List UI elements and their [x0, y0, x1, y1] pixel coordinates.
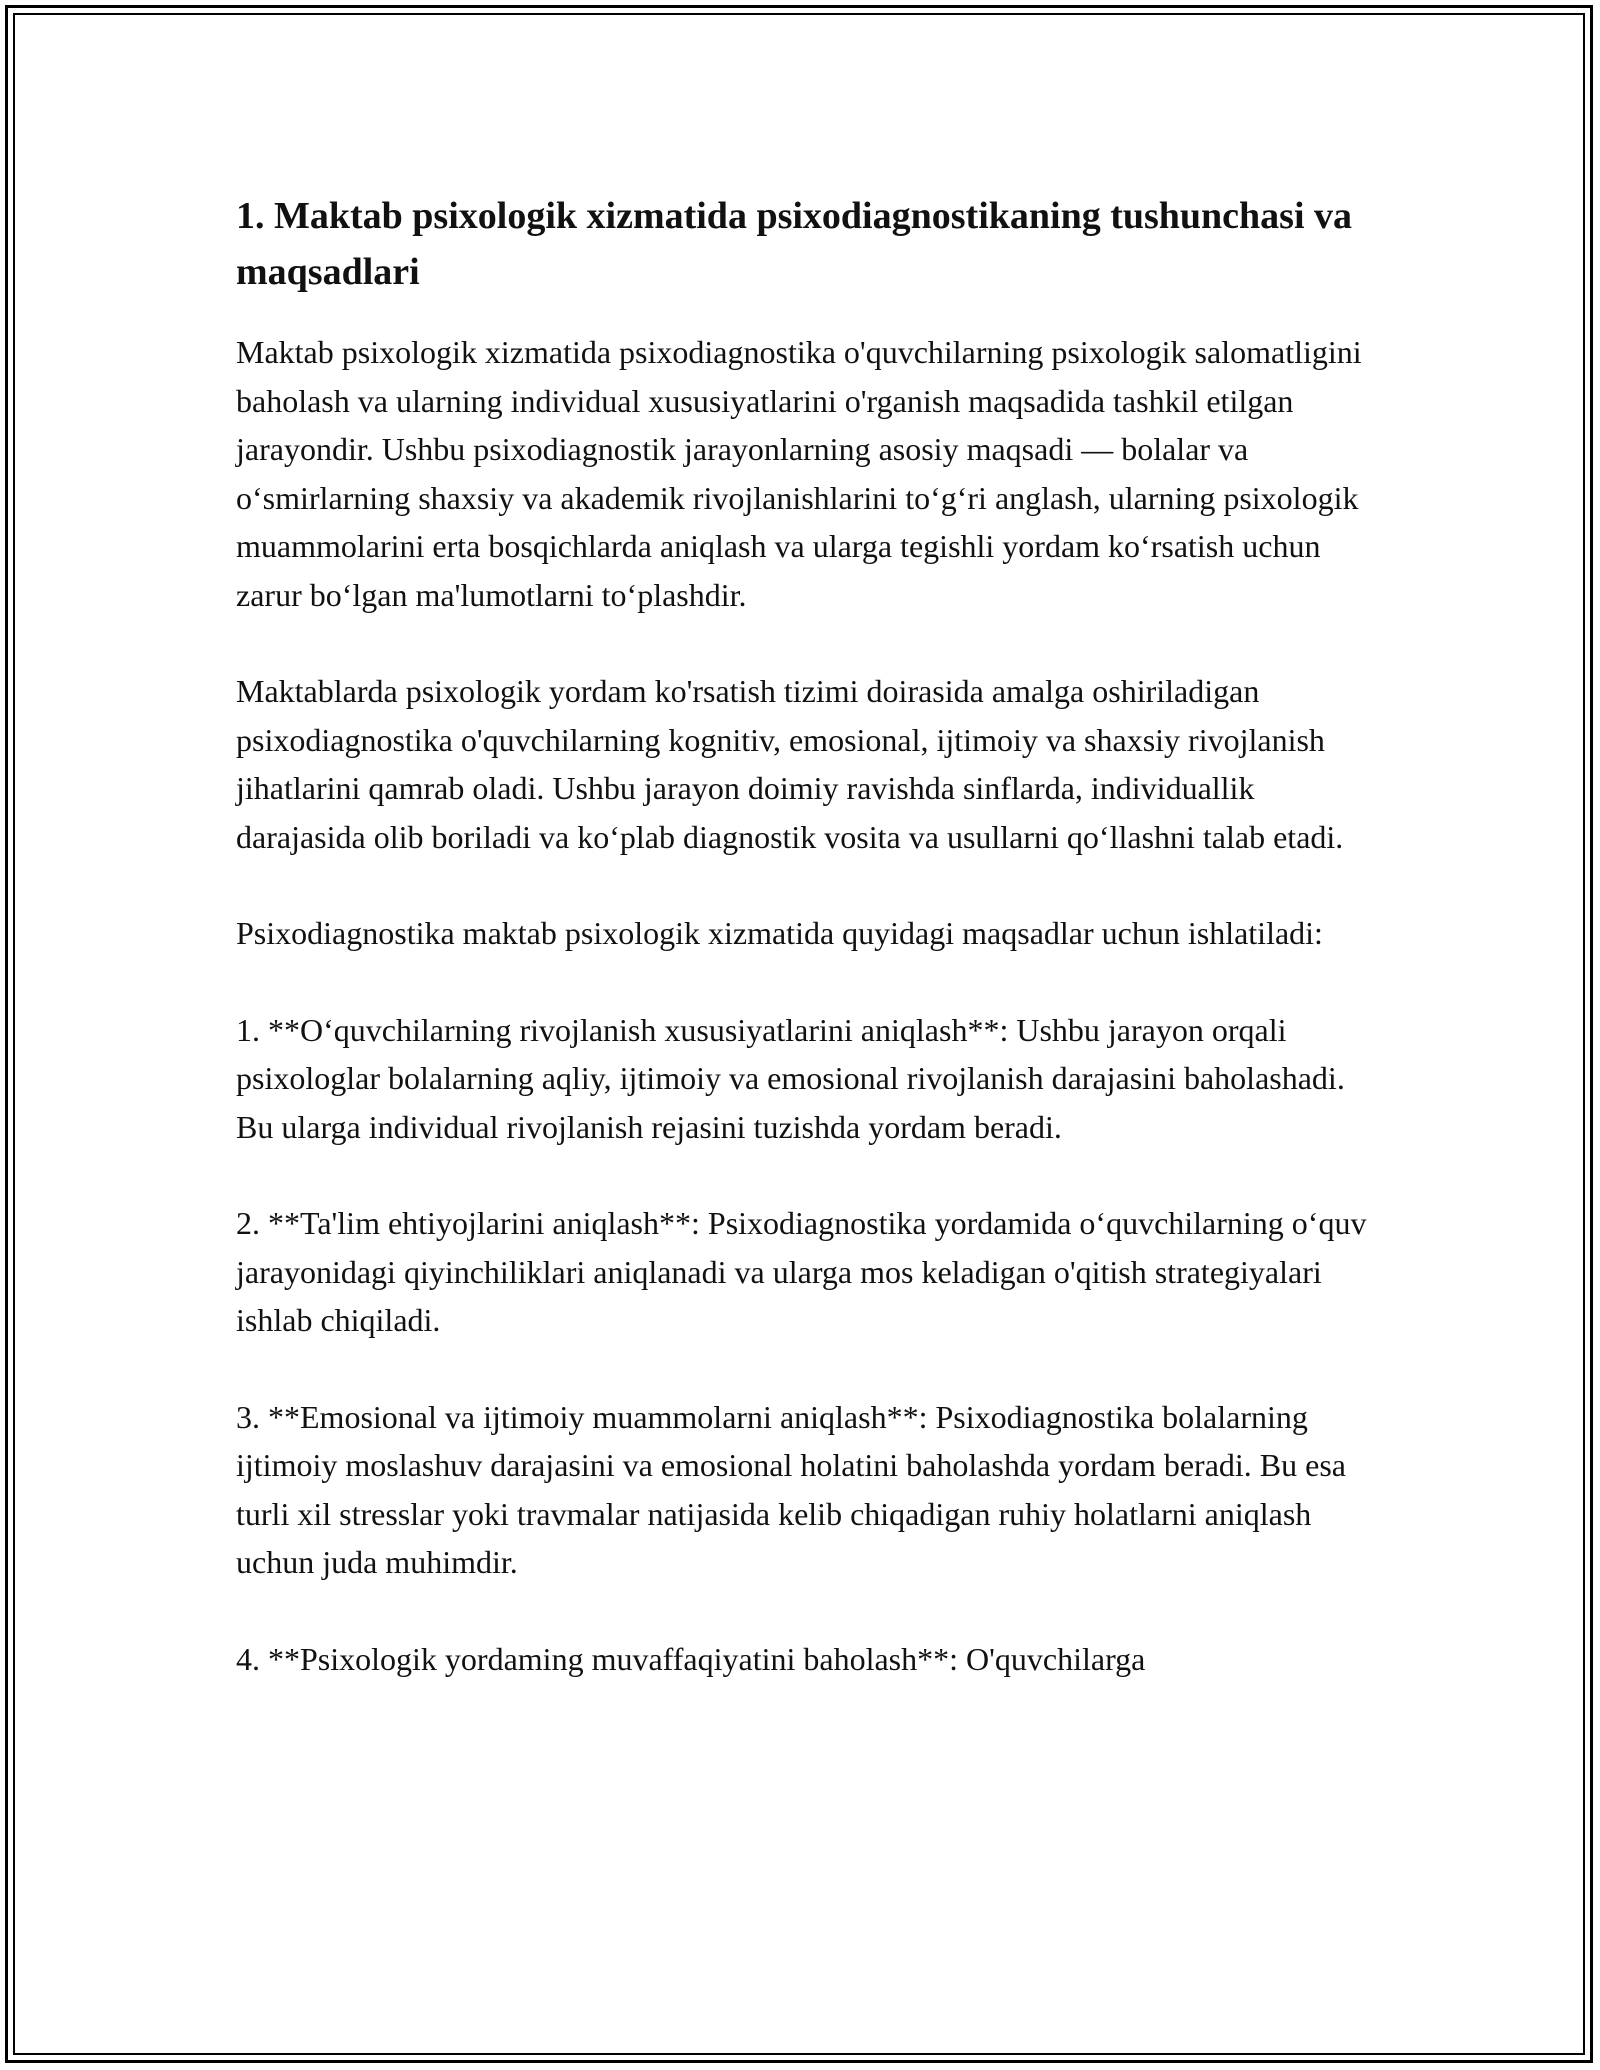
paragraph-scope: Maktablarda psixologik yordam ko'rsatish tizimi doirasida amalga oshiriladigan psixodiagnostika o'quvchilarning kognitiv, emosional, ijtimoiy va shaxsiy rivojlanish jihatlarini qamrab oladi. Ushbu jarayon doimiy ravishda sinflarda, individuallik darajasida olib boriladi va ko‘plab diagnostik vosita va usullarni qo‘llashni talab etadi. [236, 673, 1344, 855]
section-heading: 1. Maktab psixologik xizmatida psixodiagnostikaning tushunchasi va maqsadlari [236, 195, 1353, 293]
list-item-2: 2. **Ta'lim ehtiyojlarini aniqlash**: Psixodiagnostika yordamida o‘quvchilarning o‘quv jarayonidagi qiyinchiliklari aniqlanadi va ularga mos keladigan o'qitish strategiyalari ishlab chiqiladi. [236, 1205, 1367, 1338]
paragraph-intro: Maktab psixologik xizmatida psixodiagnostika o'quvchilarning psixologik salomatligini baholash va ularning individual xususiyatlarini o'rganish maqsadida tashkil etilgan jarayondir. Ushbu psixodiagnostik jarayonlarning asosiy maqsadi — bolalar va o‘smirlarning shaxsiy va akademik rivojlanishlarini to‘g‘ri anglash, ularning psixologik muammolarini erta bosqichlarda aniqlash va ularga tegishli yordam ko‘rsatish uchun zarur bo‘lgan ma'lumotlarni to‘plashdir. [236, 334, 1362, 613]
list-item-1: 1. **O‘quvchilarning rivojlanish xususiyatlarini aniqlash**: Ushbu jarayon orqali psixologlar bolalarning aqliy, ijtimoiy va emosional rivojlanish darajasini baholashadi. Bu ularga individual rivojlanish rejasini tuzishda yordam beradi. [236, 1011, 1345, 1145]
document-body [236, 188, 1386, 1683]
list-item-3: 3. **Emosional va ijtimoiy muammolarni aniqlash**: Psixodiagnostika bolalarning ijtimoiy moslashuv darajasini va emosional holatini baholashda yordam beradi. Bu esa turli xil stresslar yoki travmalar natijasida kelib chiqadigan ruhiy holatlarni aniqlash uchun juda muhimdir. [236, 1398, 1346, 1580]
paragraph-purposes-lead: Psixodiagnostika maktab psixologik xizmatida quyidagi maqsadlar uchun ishlatiladi: [236, 915, 1323, 951]
list-item-4: 4. **Psixologik yordaming muvaffaqiyatini baholash**: O'quvchilarga [236, 1640, 1146, 1677]
